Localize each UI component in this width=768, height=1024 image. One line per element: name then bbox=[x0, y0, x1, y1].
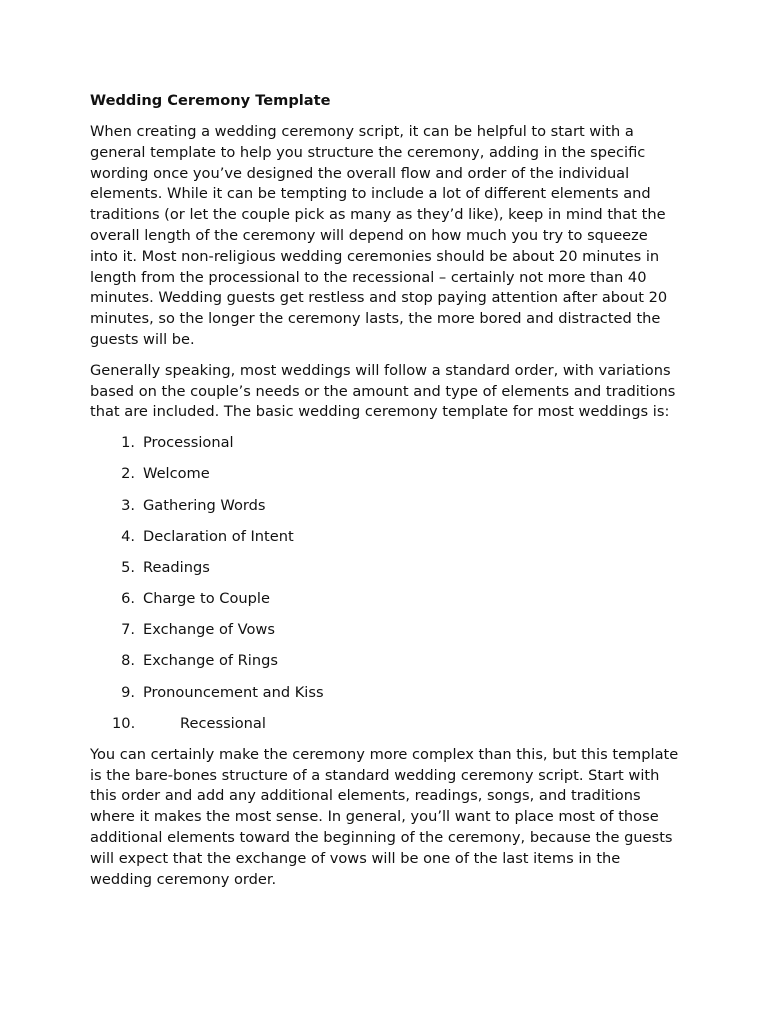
list-item-text: Exchange of Vows bbox=[143, 621, 275, 639]
list-item bbox=[90, 558, 680, 589]
list-item bbox=[90, 714, 680, 735]
list-item bbox=[90, 589, 680, 620]
list-item-number: 3. bbox=[121, 496, 135, 514]
order-paragraph: Generally speaking, most weddings will follow a standard order, with variations based on the couple’s needs or the amount and type of elements and traditions that are included. The basic wedding ceremony template for most weddings is: bbox=[90, 361, 676, 421]
list-item-text: Readings bbox=[143, 558, 210, 576]
list-item bbox=[90, 464, 680, 495]
list-item bbox=[90, 620, 680, 651]
list-item bbox=[90, 496, 680, 527]
list-item-number: 2. bbox=[121, 465, 135, 483]
list-item-number: 5. bbox=[121, 558, 135, 576]
list-item bbox=[90, 683, 680, 714]
list-item-number: 7. bbox=[121, 621, 135, 639]
list-item-text: Declaration of Intent bbox=[143, 527, 294, 545]
ceremony-order-list bbox=[90, 433, 680, 735]
list-item-text: Welcome bbox=[143, 465, 210, 483]
list-item-number: 10. bbox=[112, 714, 136, 732]
list-item bbox=[90, 651, 680, 682]
list-item bbox=[90, 527, 680, 558]
list-item-number: 4. bbox=[121, 527, 135, 545]
document-title: Wedding Ceremony Template bbox=[90, 92, 331, 109]
list-item-text: Exchange of Rings bbox=[143, 652, 278, 670]
list-item bbox=[90, 433, 680, 464]
list-item-text: Gathering Words bbox=[143, 496, 266, 514]
list-item-number: 1. bbox=[121, 434, 135, 452]
list-item-text: Pronouncement and Kiss bbox=[143, 683, 324, 701]
intro-paragraph: When creating a wedding ceremony script, it can be helpful to start with a general template to help you structure the ceremony, adding in the specific wording once you’ve designed the overall flow and order of the individual elements. While it can be tempting to include a lot of different elements and traditions (or let the couple pick as many as they’d like), keep in mind that the overall length of the ceremony will depend on how much you try to squeeze into it. Most non-religious wedding ceremonies should be about 20 minutes in length from the processional to the recessional – certainly not more than 40 minutes. Wedding guests get restless and stop paying attention after about 20 minutes, so the longer the ceremony lasts, the more bored and distracted the guests will be. bbox=[90, 123, 668, 348]
document-page bbox=[90, 90, 680, 900]
list-item-number: 9. bbox=[121, 683, 135, 701]
list-item-text: Charge to Couple bbox=[143, 590, 270, 608]
list-item-text: Recessional bbox=[180, 714, 266, 732]
list-item-text: Processional bbox=[143, 434, 234, 452]
list-item-number: 8. bbox=[121, 652, 135, 670]
closing-paragraph: You can certainly make the ceremony more complex than this, but this template is the bare-bones structure of a standard wedding ceremony script. Start with this order and add any additional elements, readings, songs, and traditions where it makes the most sense. In general, you’ll want to place most of those additional elements toward the beginning of the ceremony, because the guests will expect that the exchange of vows will be one of the last items in the wedding ceremony order. bbox=[90, 745, 679, 888]
list-item-number: 6. bbox=[121, 590, 135, 608]
